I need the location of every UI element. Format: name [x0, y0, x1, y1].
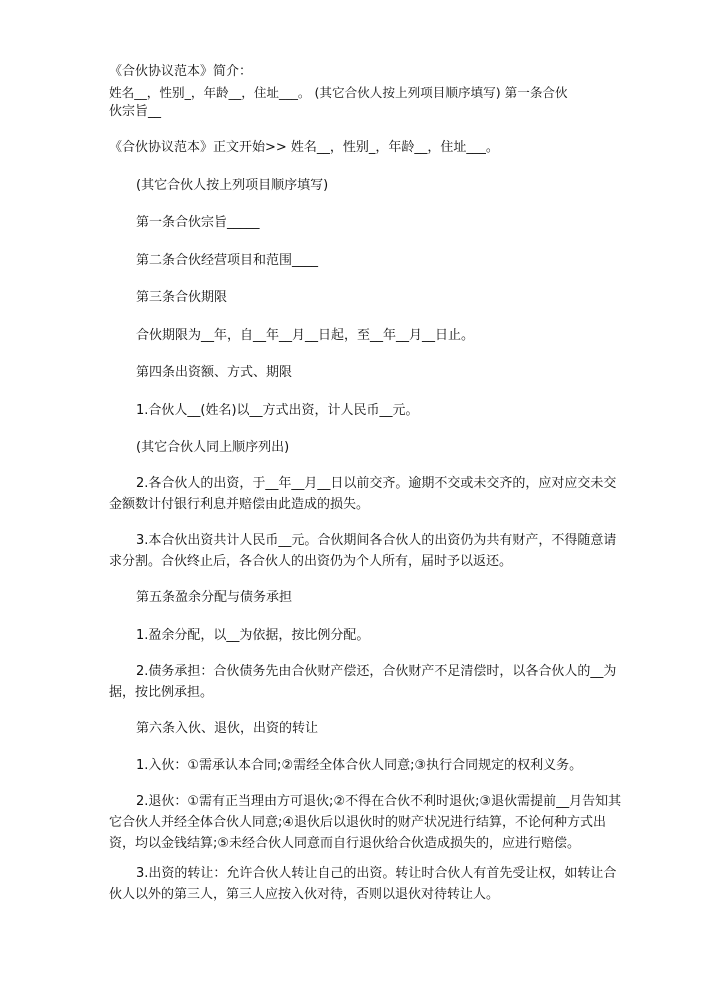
body-start-line: 《合伙协议范本》正文开始>> 姓名__，性别_，年龄__，住址___。 — [109, 140, 499, 155]
article-4-note: (其它合伙人同上顺序列出) — [136, 440, 290, 455]
article-1: 第一条合伙宗旨_____ — [136, 215, 260, 230]
article-3: 第三条合伙期限 — [136, 290, 228, 305]
article-5-item-2-line-2: 据，按比例承担。 — [109, 685, 214, 700]
article-4-item-2-line-2: 金额数计付银行利息并赔偿由此造成的损失。 — [109, 497, 370, 512]
article-3-text: 合伙期限为__年，自__年__月__日起，至__年__月__日止。 — [136, 328, 475, 343]
article-6-item-2-line-1: 2.退伙：①需有正当理由方可退伙;②不得在合伙不利时退伙;③退伙需提前__月告知其 — [136, 794, 622, 809]
article-6-item-1: 1.入伙：①需承认本合同;②需经全体合伙人同意;③执行合同规定的权利义务。 — [136, 758, 583, 773]
article-4-item-3-line-2: 求分割。合伙终止后，各合伙人的出资仍为个人所有，届时予以返还。 — [109, 554, 513, 569]
article-6-item-3-line-2: 伙人以外的第三人，第三人应按入伙对待，否则以退伙对待转让人。 — [109, 887, 500, 902]
intro-line-2: 伙宗旨__ — [109, 104, 162, 119]
article-4-item-3-line-1: 3.本合伙出资共计人民币__元。合伙期间各合伙人的出资仍为共有财产，不得随意请 — [136, 533, 617, 548]
intro-heading: 《合伙协议范本》简介： — [109, 64, 253, 79]
article-4-item-2-line-1: 2.各合伙人的出资，于__年__月__日以前交齐。逾期不交或未交齐的，应对应交未交 — [136, 476, 617, 491]
article-6-item-3-line-1: 3.出资的转让：允许合伙人转让自己的出资。转让时合伙人有首先受让权，如转让合 — [136, 866, 617, 881]
other-partners-note: (其它合伙人按上列项目顺序填写) — [136, 178, 329, 193]
article-6: 第六条入伙、退伙，出资的转让 — [136, 721, 319, 736]
article-5-item-2-line-1: 2.债务承担：合伙债务先由合伙财产偿还，合伙财产不足清偿时，以各合伙人的__为 — [136, 664, 617, 679]
article-4-item-1: 1.合伙人__(姓名)以__方式出资，计人民币__元。 — [136, 403, 419, 418]
article-6-item-2-line-2: 它合伙人并经全体合伙人同意;④退伙后以退伙时的财产状况进行结算，不论何种方式出 — [109, 815, 607, 830]
intro-line-1: 姓名__，性别_，年龄__，住址___。 (其它合伙人按上列项目顺序填写) 第一条合伙 — [109, 85, 568, 100]
article-5: 第五条盈余分配与债务承担 — [136, 590, 293, 605]
article-5-item-1: 1.盈余分配，以__为依据，按比例分配。 — [136, 628, 370, 643]
article-6-item-2-line-3: 资，均以金钱结算;⑤未经合伙人同意而自行退伙给合伙造成损失的，应进行赔偿。 — [109, 836, 581, 851]
article-2: 第二条合伙经营项目和范围____ — [136, 253, 319, 268]
article-4: 第四条出资额、方式、期限 — [136, 365, 293, 380]
